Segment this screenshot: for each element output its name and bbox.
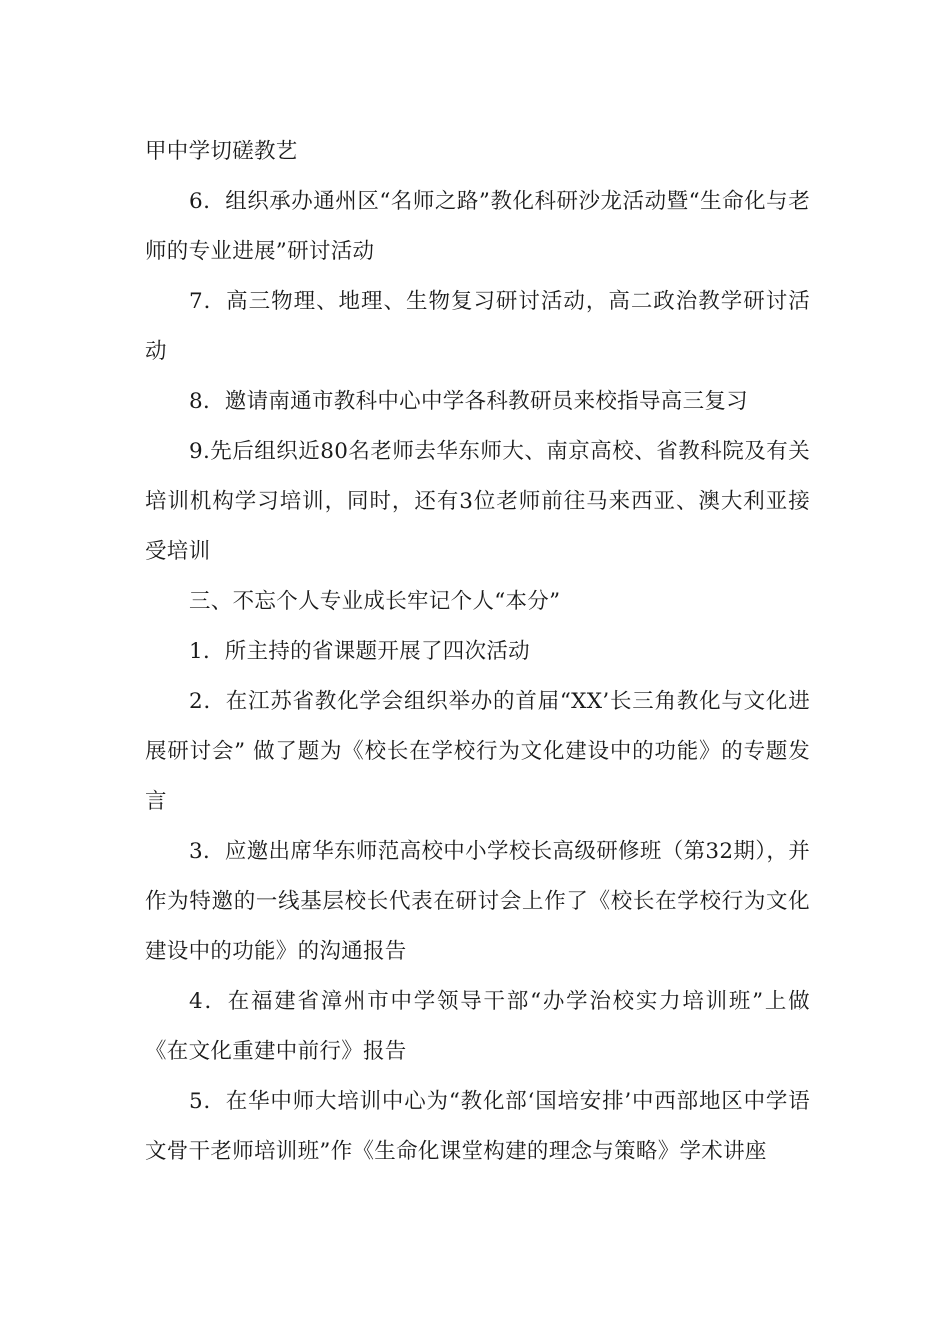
paragraph-item-2: 2．在江苏省教化学会组织举办的首届“XX’长三角教化与文化进展研讨会” 做了题为《校长在学校行为文化建设中的功能》的专题发言 bbox=[145, 689, 810, 814]
paragraph-item-1: 1．所主持的省课题开展了四次活动 bbox=[189, 639, 530, 664]
paragraph-continuation: 甲中学切磋教艺 bbox=[145, 139, 298, 164]
paragraph-item-8: 8．邀请南通市教科中心中学各科教研员来校指导高三复习 bbox=[189, 389, 748, 414]
section-heading-3: 三、不忘个人专业成长牢记个人“本分” bbox=[189, 589, 561, 614]
document-body bbox=[145, 127, 810, 1177]
paragraph-item-9: 9.先后组织近80名老师去华东师大、南京高校、省教科院及有关培训机构学习培训，同时，还有3位老师前往马来西亚、澳大利亚接受培训 bbox=[145, 439, 810, 564]
paragraph-item-4: 4．在福建省漳州市中学领导干部“办学治校实力培训班”上做《在文化重建中前行》报告 bbox=[145, 989, 810, 1064]
paragraph-item-6: 6．组织承办通州区“名师之路”教化科研沙龙活动暨“生命化与老师的专业进展”研讨活动 bbox=[145, 189, 810, 264]
paragraph-item-5: 5．在华中师大培训中心为“教化部‘国培安排’中西部地区中学语文骨干老师培训班”作《生命化课堂构建的理念与策略》学术讲座 bbox=[145, 1089, 810, 1164]
paragraph-item-7: 7．高三物理、地理、生物复习研讨活动，高二政治教学研讨活动 bbox=[145, 289, 810, 364]
paragraph-item-3: 3．应邀出席华东师范高校中小学校长高级研修班（第32期），并作为特邀的一线基层校长代表在研讨会上作了《校长在学校行为文化建设中的功能》的沟通报告 bbox=[145, 839, 810, 964]
